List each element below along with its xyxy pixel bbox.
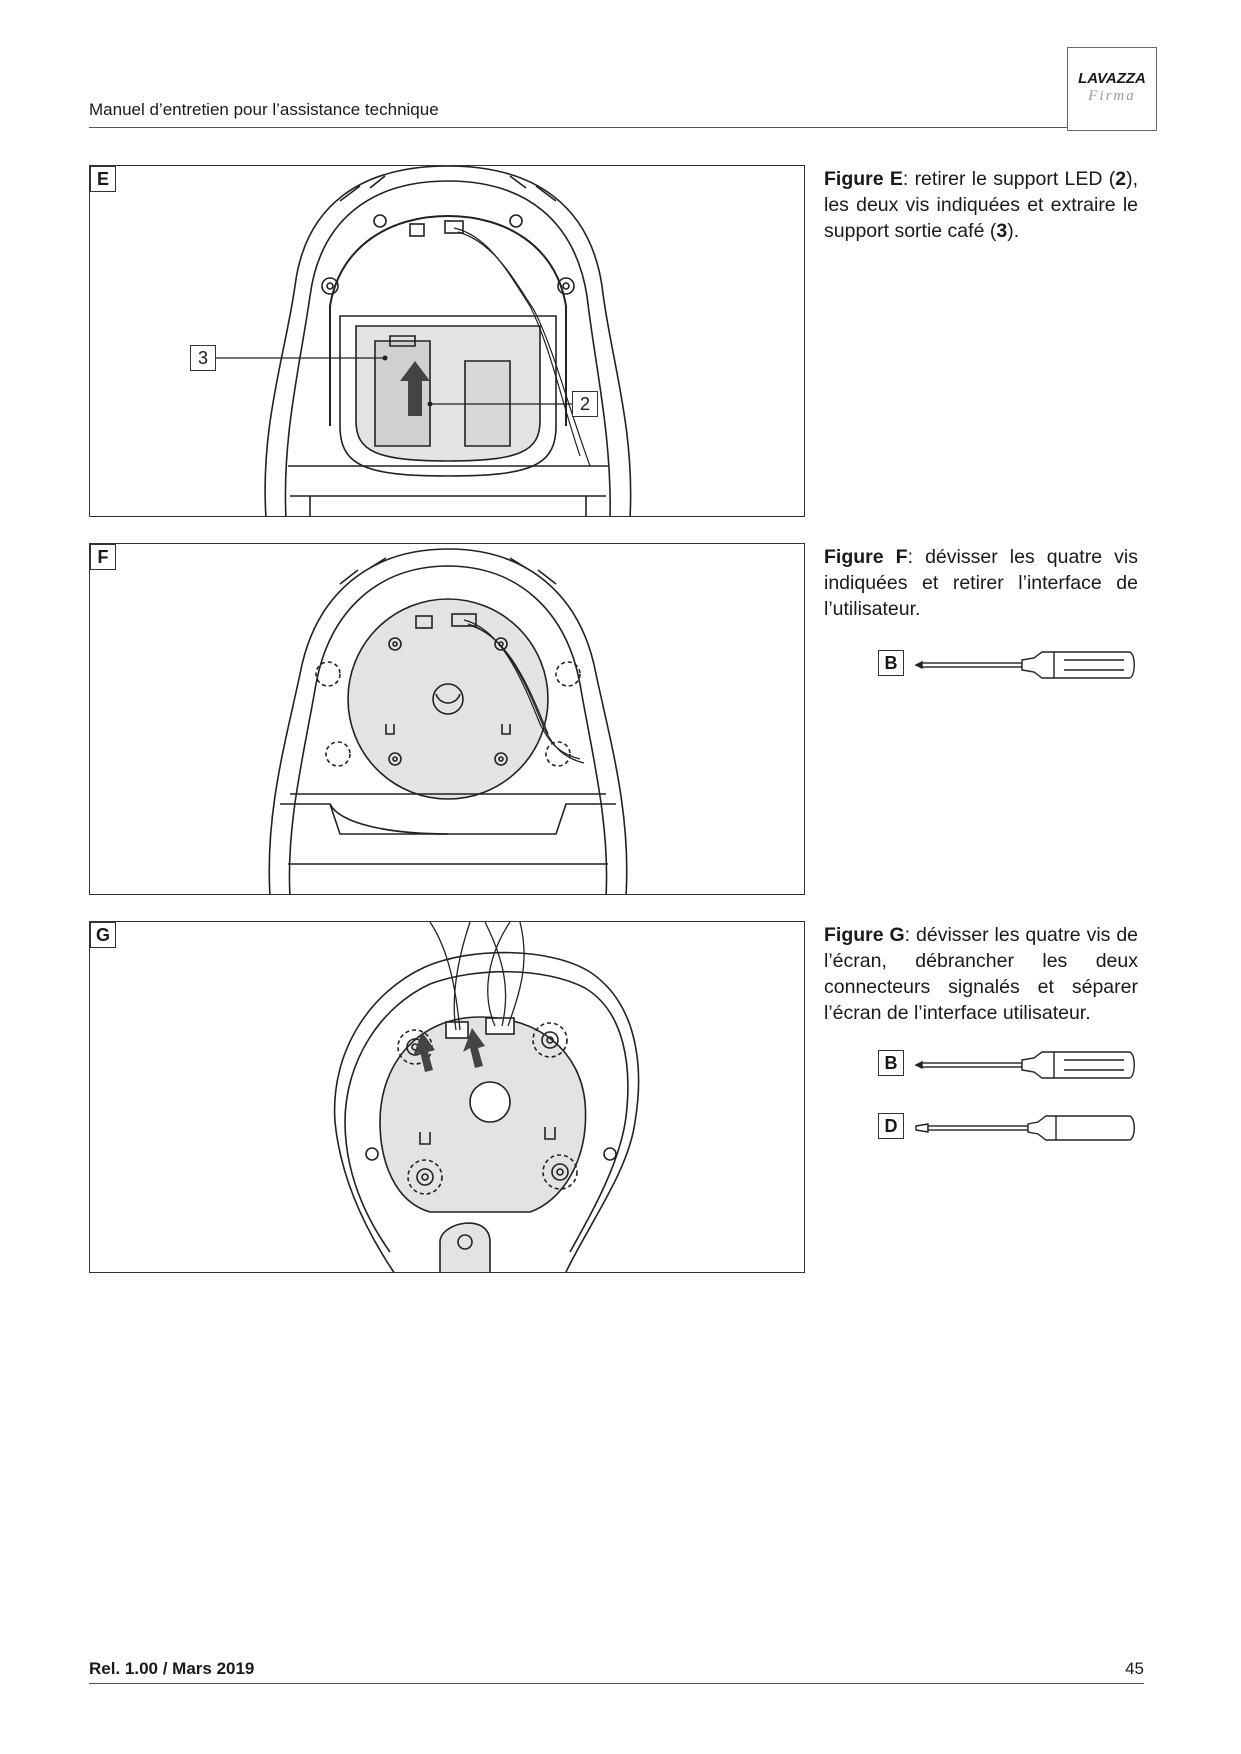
tool-row-g-b [878,1048,1138,1082]
figure-e-ref-2: 2 [1115,168,1127,190]
tool-row-f-b [878,648,1138,682]
page-number: 45 [1125,1659,1144,1678]
tool-label-d: D [878,1113,904,1139]
logo-sub-text: Firma [1088,88,1136,104]
phillips-screwdriver-icon [914,1048,1138,1082]
figure-f-frame [89,543,805,895]
figure-g-text-1: : dévisser les quatre vis de l’écran, débrancher les deux connecteurs signalés et séparer l’écran de l’interface utilisateur. [824,924,1139,1024]
figure-f-illustration [90,544,805,895]
footer-release: Rel. 1.00 / Mars 2019 [89,1659,255,1678]
tool-label-b: B [878,1050,904,1076]
figure-e-caption-label: Figure E [824,168,903,190]
figure-e-text-3: ). [1007,220,1020,242]
figure-e-description [824,166,1138,244]
phillips-screwdriver-icon [914,648,1138,682]
tool-label-b: B [878,650,904,676]
callout-2: 2 [572,391,598,417]
callout-3: 3 [190,345,216,371]
figure-e-frame [89,165,805,517]
brand-logo [1067,47,1157,131]
figure-e-ref-3: 3 [996,220,1008,242]
logo-brand-text: LAVAZZA [1078,70,1146,87]
figure-e-text-2: ), les deux vis indiquées et extraire le support sortie café ( [824,168,1139,242]
header-title: Manuel d’entretien pour l’assistance technique [89,100,439,119]
figure-g-caption-label: Figure G [824,924,905,946]
tool-row-g-d [878,1111,1138,1145]
figure-f-text-1: : dévisser les quatre vis indiquées et retirer l’interface de l’utilisateur. [824,546,1138,620]
flat-screwdriver-icon [914,1111,1138,1145]
figure-f-caption-label: Figure F [824,546,908,568]
figure-e-text-1: : retirer le support LED ( [902,168,1116,190]
figure-e-illustration [90,166,805,517]
figure-g-frame [89,921,805,1273]
header-divider [89,127,1067,128]
figure-f-letter: F [90,544,116,570]
figure-g-description [824,922,1138,1026]
figure-g-letter: G [90,922,116,948]
figure-f-description [824,544,1138,622]
footer-divider [89,1683,1144,1684]
figure-e-letter: E [90,166,116,192]
figure-g-illustration [90,922,805,1273]
